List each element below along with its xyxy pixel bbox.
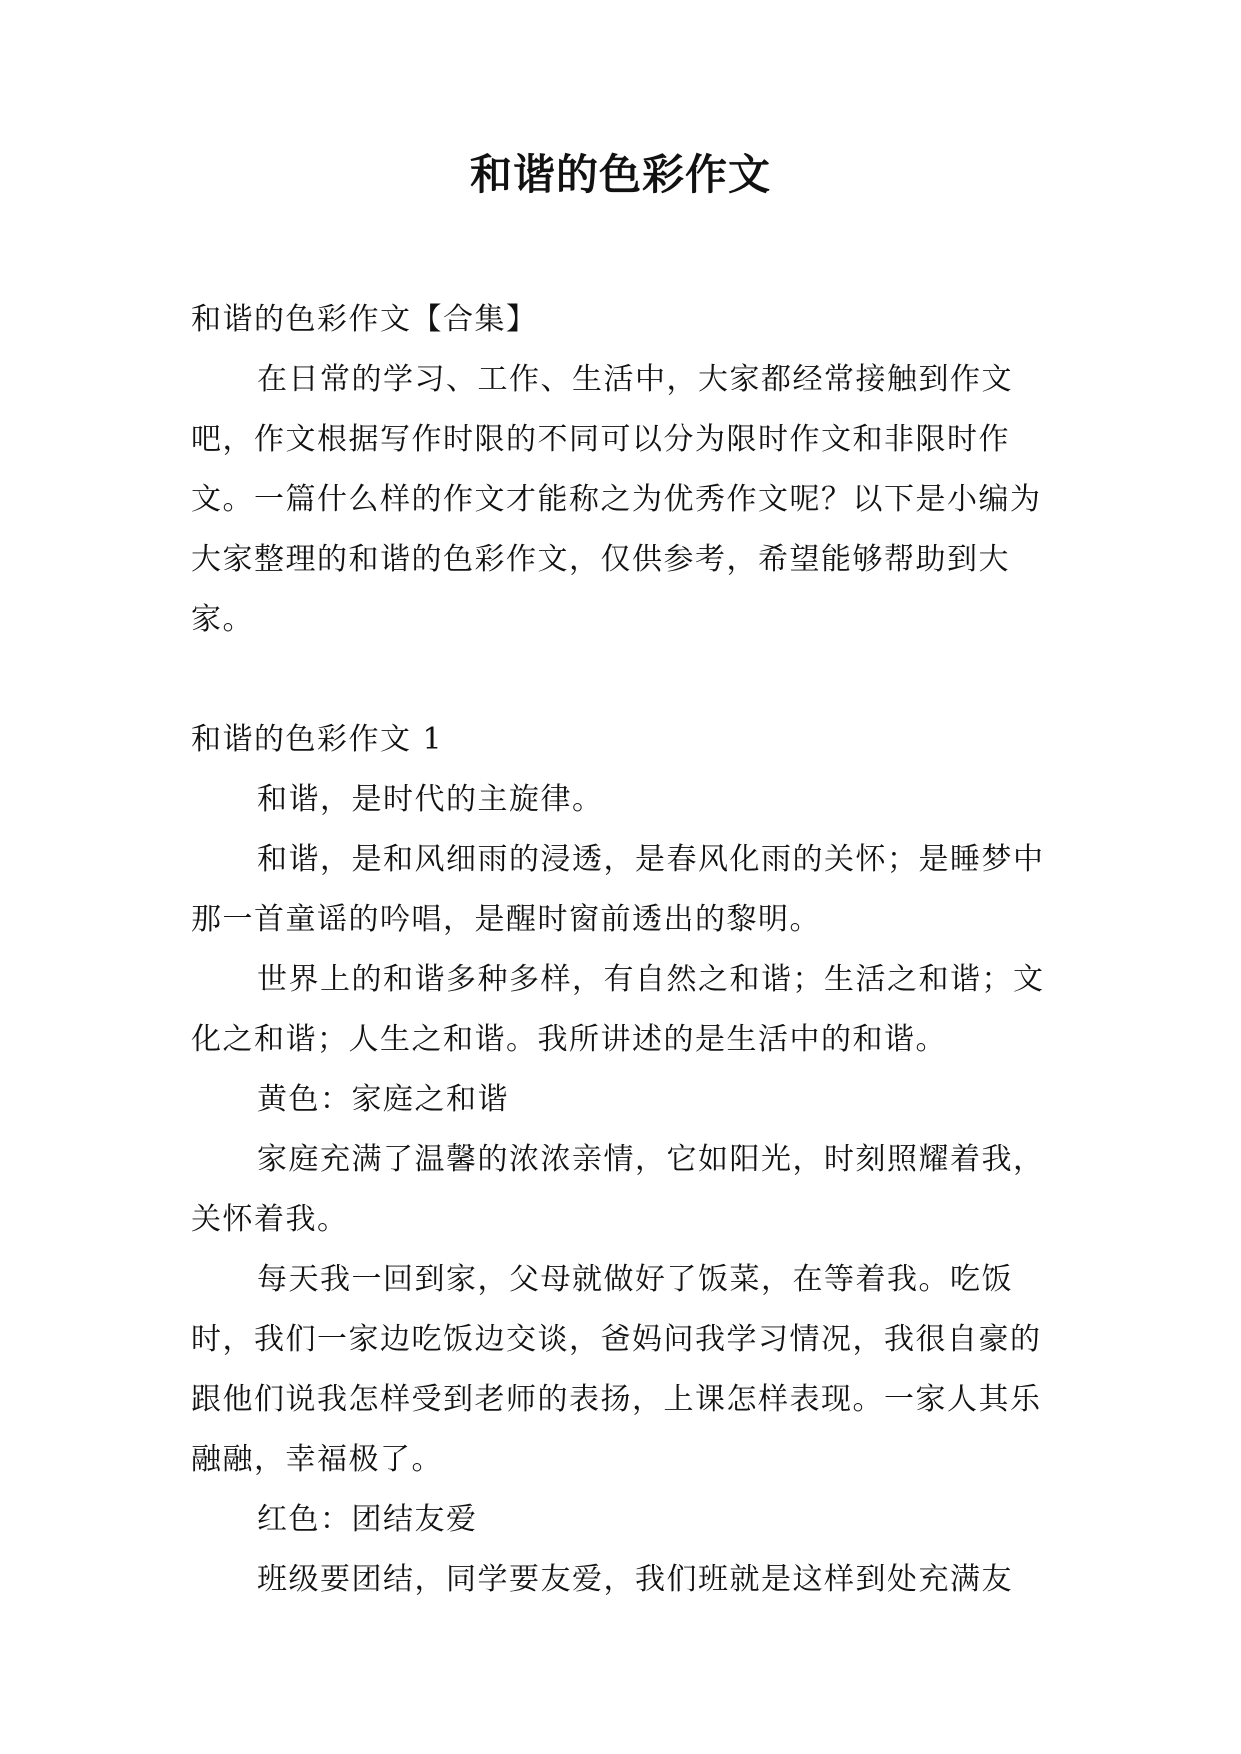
paragraph: 班级要团结，同学要友爱，我们班就是这样到处充满友	[257, 1562, 1013, 1597]
paragraph: 和谐，是时代的主旋律。	[257, 782, 604, 817]
intro-paragraph: 在日常的学习、工作、生活中，大家都经常接触到作文吧，作文根据写作时限的不同可以分为限时作文和非限时作文。一篇什么样的作文才能称之为优秀作文呢？以下是小编为大家整理的和谐的色彩作文，仅供参考，希望能够帮助到大家。	[191, 362, 1042, 637]
section-heading: 和谐的色彩作文 1	[191, 722, 444, 757]
paragraph: 家庭充满了温馨的浓浓亲情，它如阳光，时刻照耀着我，关怀着我。	[191, 1142, 1045, 1237]
subheading-yellow: 黄色：家庭之和谐	[257, 1082, 509, 1117]
paragraph: 世界上的和谐多种多样，有自然之和谐；生活之和谐；文化之和谐；人生之和谐。我所讲述的是生活中的和谐。	[191, 962, 1045, 1057]
section-spacer	[191, 650, 1067, 710]
document-body	[191, 290, 1067, 1610]
paragraph: 每天我一回到家，父母就做好了饭菜，在等着我。吃饭时，我们一家边吃饭边交谈，爸妈问我学习情况，我很自豪的跟他们说我怎样受到老师的表扬，上课怎样表现。一家人其乐融融，幸福极了。	[191, 1262, 1042, 1477]
paragraph: 和谐，是和风细雨的浸透，是春风化雨的关怀；是睡梦中那一首童谣的吟唱，是醒时窗前透出的黎明。	[191, 842, 1045, 937]
subheading-red: 红色：团结友爱	[257, 1502, 478, 1537]
document-title: 和谐的色彩作文	[469, 150, 771, 199]
collection-subtitle: 和谐的色彩作文【合集】	[191, 302, 538, 337]
